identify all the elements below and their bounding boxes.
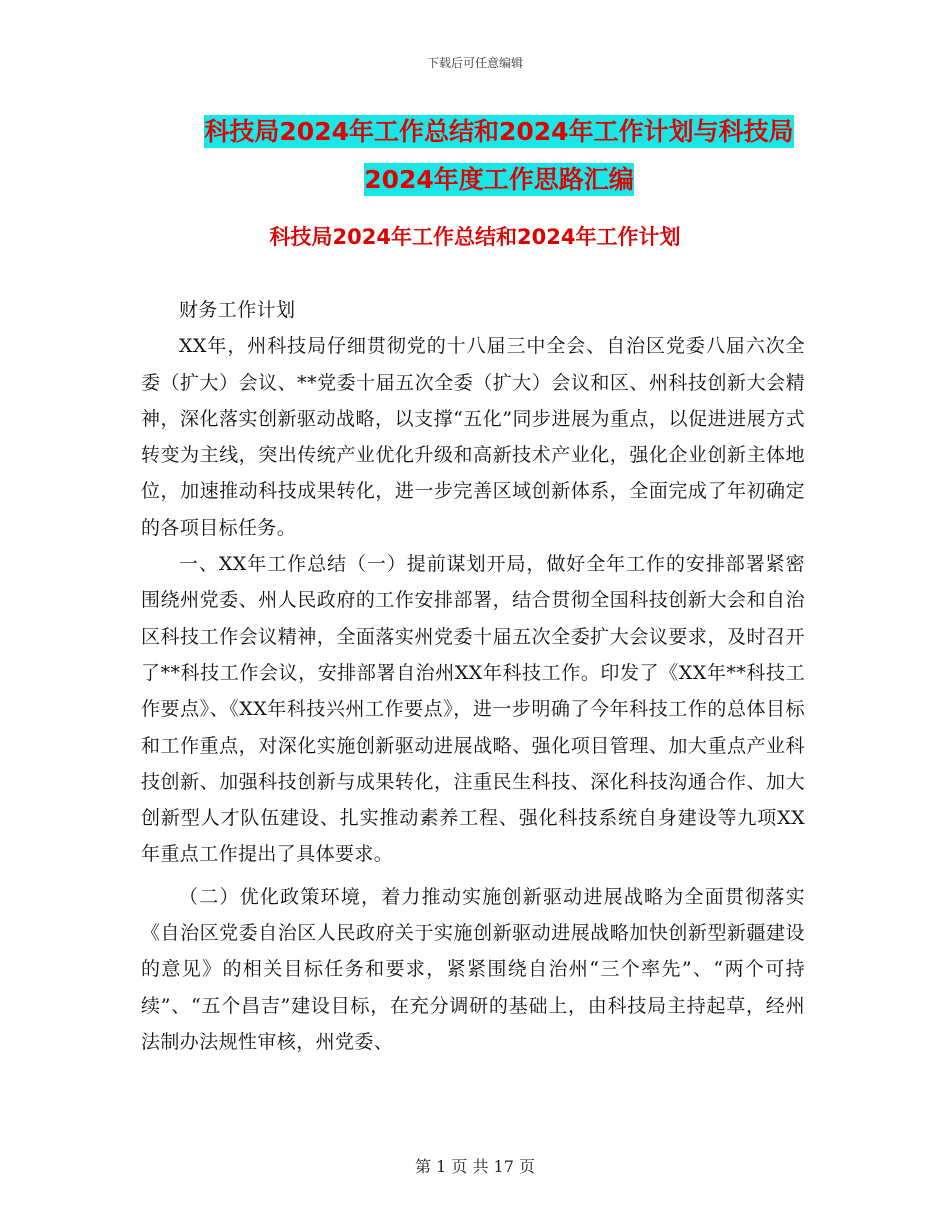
- section-title: 科技局2024年工作总结和2024年工作计划: [269, 225, 681, 249]
- document-title: [140, 108, 858, 204]
- title-line-1: 科技局2024年工作总结和2024年工作计划与科技局: [204, 117, 794, 146]
- paragraph: 一、XX年工作总结（一）提前谋划开局，做好全年工作的安排部署紧密围绕州党委、州人民政府的工作安排部署，结合贯彻全国科技创新大会和自治区科技工作会议精神，全面落实州党委十届五次全委扩大会议要求，及时召开了**科技工作会议，安排部署自治州XX年科技工作。印发了《XX年**科技工作要点》、《XX年科技兴州工作要点》，进一步明确了今年科技工作的总体目标和工作重点，对深化实施创新驱动进展战略、强化项目管理、加大重点产业科技创新、加强科技创新与成果转化，注重民生科技、深化科技沟通合作、加大创新型人才队伍建设、扎实推动素养工程、强化科技系统自身建设等九项XX年重点工作提出了具体要求。: [141, 553, 805, 866]
- paragraph: XX年，州科技局仔细贯彻党的十八届三中全会、自治区党委八届六次全委（扩大）会议、**党委十届五次全委（扩大）会议和区、州科技创新大会精神，深化落实创新驱动战略，以支撑“五化”同步进展为重点，以促进进展方式转变为主线，突出传统产业优化升级和高新技术产业化，强化企业创新主体地位，加速推动科技成果转化，进一步完善区域创新体系，全面完成了年初确定的各项目标任务。: [141, 335, 805, 539]
- title-line-2: 2024年度工作思路汇编: [364, 165, 634, 194]
- page-footer: 第 1 页 共 17 页: [415, 1157, 535, 1176]
- paragraph: （二）优化政策环境，着力推动实施创新驱动进展战略为全面贯彻落实《自治区党委自治区人民政府关于实施创新驱动进展战略加快创新型新疆建设的意见》的相关目标任务和要求，紧紧围绕自治州“三个率先”、“两个可持续”、“五个昌吉”建设目标，在充分调研的基础上，由科技局主持起草，经州法制办法规性审核，州党委、: [141, 885, 805, 1053]
- header-note: 下载后可任意编辑: [426, 56, 523, 70]
- document-body: [141, 292, 805, 1060]
- paragraph: 财务工作计划: [179, 299, 296, 321]
